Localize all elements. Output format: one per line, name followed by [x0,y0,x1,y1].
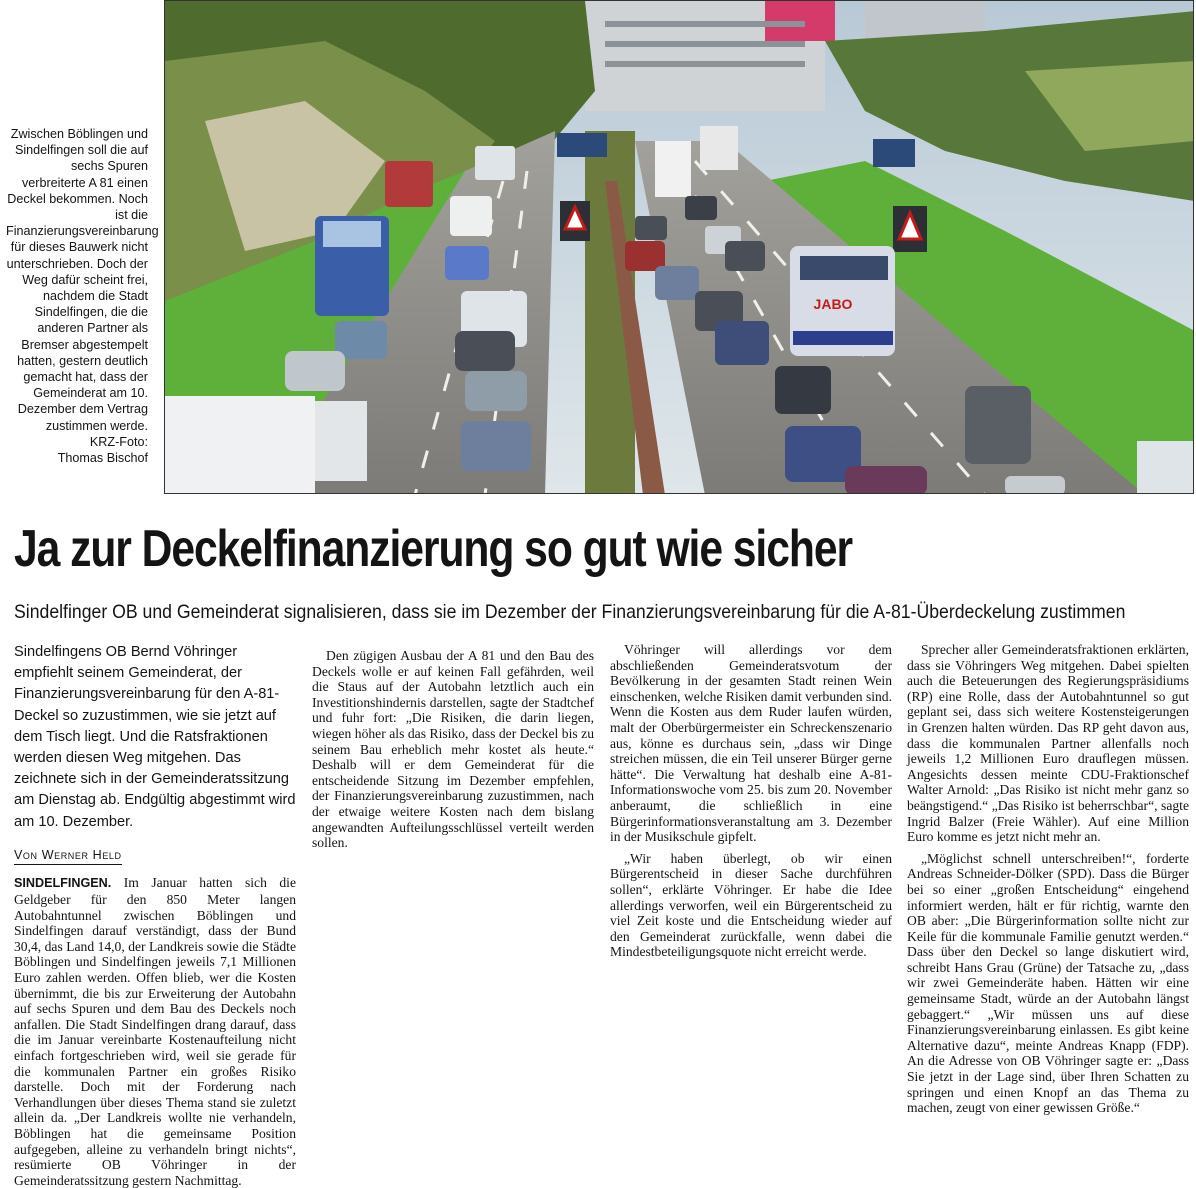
photo-credit-label: KRZ-Foto: [89,434,148,449]
paragraph-5: Sprecher aller Gemeinderatsfraktionen erklärten, dass sie Vöhringers Weg mitgehen. Dabei spielten auch die Beteuerungen des Regierungspräsidiums (RP) eine Rolle, dass der Autobahntunnel so gut geplant sei, dass sich weitere Kostensteigerungen in Grenzen halten würden. Das RP geht davon aus, dass die kommunalen Partner allenfalls noch jeweils 1,2 Millionen Euro drauflegen müssen. Angesichts dessen meinte CDU-Fraktionschef Walter Arnold: „Das Risiko ist nicht mehr ganz so beängstigend.“ „Das Risiko ist beherrschbar“, sagte Ingrid Balzer (Freie Wähler). Auf eine Million Euro komme es jetzt nicht mehr an. [907,642,1189,845]
bus-sign: JABO [813,296,853,312]
article-lead: Sindelfingens OB Bernd Vöhringer empfiehlt seinem Gemeinderat, der Finanzierungsvereinbarung für den A-81-Deckel so zuzustimmen, wie sie jetzt auf dem Tisch liegt. Und die Ratsfraktionen werden diesen Weg mitgehen. Das zeichnete sich in der Gemeinderatssitzung am Dienstag ab. Endgültig abgestimmt wird am 10. Dezember. [14,644,296,830]
paragraph-4: „Wir haben überlegt, ob wir einen Bürgerentscheid in dieser Sache durchführen sollen“, erklärte Vöhringer. Er habe die Idee allerdings verworfen, weil ein Bürgerentscheid zu viel Zeit koste und die Entscheidung wieder auf den Gemeinderat zurückfalle, wenn dabei die Mindestbeteiligungsquote nicht erreicht werde. [610,850,892,960]
dateline: SINDELFINGEN. [14,876,112,891]
article-column-3 [610,642,892,960]
headline: Ja zur Deckelfinanzierung so gut wie sicher [14,520,853,578]
paragraph-2: Den zügigen Ausbau der A 81 und den Bau des Deckels wolle er auf keinen Fall gefährden, weil die Staus auf der Autobahn letztlich auch ein Investitionshindernis darstellen, sagte der Stadtchef und fuhr fort: „Die Risiken, die darin liegen, wiegen höher als das Risiko, dass der Deckel bis zu seinem Bau erheblich mehr kostet als heute.“ Deshalb will er dem Gemeinderat für die entscheidende Sitzung im Dezember empfehlen, der Finanzierungsvereinbarung zuzustimmen, nach der etwaige weitere Kosten nach dem bislang angewandten Aufteilungsschlüssel verteilt werden sollen. [312,648,594,851]
byline: Von Werner Held [14,848,122,866]
photo-credit-name: Thomas Bischof [57,451,148,466]
highway-photo [164,0,1194,494]
caption-text: Zwischen Böblingen und Sindelfingen soll die auf sechs Spuren verbreiterte A 81 einen Deckel bekommen. Noch ist die Finanzierungsvereinbarung für dieses Bauwerk nicht unterschrieben. Doch der Weg dafür scheint frei, nachdem die Stadt Sindelfingen, die die anderen Partner als Bremser abgestempelt hatten, gestern deutlich gemacht hat, dass der Gemeinderat am 10. Dezember dem Vertrag zustimmen werde. [6,127,159,433]
photo-caption [6,126,159,466]
highway-illustration [165,1,1194,494]
article-column-4 [907,642,1189,1116]
paragraph-6: „Möglichst schnell unterschreiben!“, forderte Andreas Schneider-Dölker (SPD). Dass die Bürger bei so einer „großen Entscheidung“ eingehend informiert werden, hält er für richtig, warnte den OB aber: „Die Bürgerinformation sollte nicht zur Keile für die kommunale Familie genutzt werden.“ Dass über den Deckel so lange diskutiert wird, schreibt Hans Grau (Grüne) der Tatsache zu, „dass wir zwei Gemeinderäte haben. Hätten wir eine gemeinsame Stadt, würde an der Autobahn längst gebaggert.“ „Wir müssen uns auf diese Finanzierungsvereinbarung einlassen. Es gibt keine Alternative dazu“, meinte Andreas Knapp (FDP). An die Adresse von OB Vöhringer sagte er: „Dass Sie jetzt in der Lage sind, über Ihren Schatten zu springen und einen Knopf an das Thema zu machen, zeugt von einer gewissen Größe.“ [907,850,1189,1116]
paragraph-3: Vöhringer will allerdings vor dem abschließenden Gemeinderatsvotum der Bevölkerung in der gesamten Stadt reinen Wein einschenken, welche Risiken damit verbunden sind. Wenn die Kosten aus dem Ruder laufen würden, malt der Oberbürgermeister ein Schreckenszenario aus, könne es durchaus sein, „dass wir Dinge streichen müssen, die ein Teil unserer Bürger gerne hätte“. Die Verwaltung hat deshalb eine A-81-Informationswoche vom 25. bis zum 20. November anberaumt, die schließlich in eine Bürgerinformationsveranstaltung am 3. Dezember in der Musikschule gipfelt. [610,642,892,845]
article-column-2 [312,642,594,851]
subhead: Sindelfinger OB und Gemeinderat signalisieren, dass sie im Dezember der Finanzierungsvereinbarung für die A-81-Überdeckelung zustimmen [14,601,1126,623]
paragraph-1-text: Im Januar hatten sich die Geldgeber für den 850 Meter langen Autobahntunnel zwischen Böblingen und Sindelfingen darauf verständigt, dass der Bund 30,4, das Land 14,0, der Landkreis sowie die Städte Böblingen und Sindelfingen jeweils 7,1 Millionen Euro zahlen werden. Offen blieb, wer die Kosten übernimmt, die bis zur Erweiterung der Autobahn auf sechs Spuren und dem Bau des Deckels noch anfallen. Die Stadt Sindelfingen drang darauf, dass die im Januar vereinbarte Kostenaufteilung nicht einfach fortgeschrieben wird, weil sie gerade für die kommunalen Partner ein großes Risiko darstelle. Doch mit der Forderung nach Verhandlungen über dieses Thema stand sie zuletzt allein da. „Der Landkreis wollte nie verhandeln, Böblingen hat die gemeinsame Position aufgegeben, alleine zu verhandeln bringt nichts“, resümierte OB Vöhringer in der Gemeinderatssitzung gestern Nachmittag. [14,875,296,1188]
paragraph-1-start [14,875,296,1188]
article-column-1 [14,642,296,1188]
